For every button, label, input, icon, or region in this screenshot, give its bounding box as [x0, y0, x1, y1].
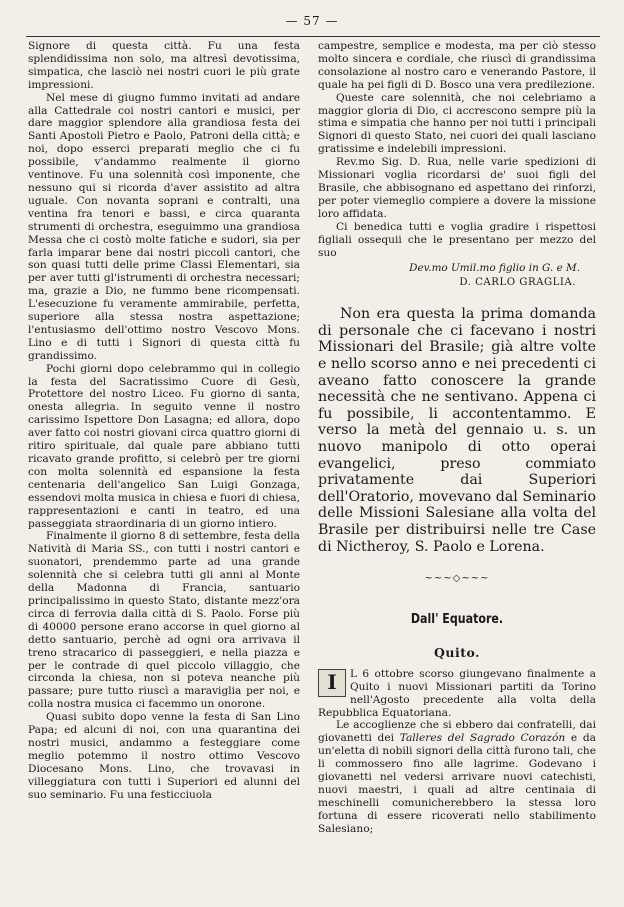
quito-article — [318, 668, 596, 836]
paragraph — [318, 719, 596, 835]
paragraph: Pochi giorni dopo celebrammo qui in collegio la festa del Sacratissimo Cuore di Gesù, Protettore del nostro Liceo. Fu giorno di santa, onesta allegria. In seguito venne il nostro carissimo Ispettore Don Lasagna; ed allora, dopo aver fatto coi nostri giovani circa quattro giorni di ritiro spirituale, dal quale pare abbiano tutti ricavato grande profitto, si celebrò per tre giorni con molta solennità ed espansione la festa centenaria dell'angelico San Luigi Gonzaga, essendovi molta musica in chiesa e fuori di chiesa, rappresentazioni e canti in teatro, ed una passeggiata straordinaria di un giorno intiero. — [28, 362, 300, 530]
notice-block — [318, 306, 596, 555]
signature-name: D. CARLO GRAGLIA. — [459, 277, 576, 289]
subsection-title: Quito. — [434, 644, 480, 660]
paragraph: Nel mese di giugno fummo invitati ad andare alla Cattedrale coi nostri cantori e musici, per dare maggior splendore alla grandiosa festa dei Santi Apostoli Pietro e Paolo, Patroni della città; e noi, dopo esserci preparati meglio che ci fu possibile, v'andammo realmente il giorno ventinove. Fu una solennità così imponente, che nessuno qui si ricorda d'aver assistito ad altra uguale. Con novanta soprani e contralti, una ventina fra tenori e bassi, e circa quaranta strumenti di orchestra, eseguimmo una grandiosa Messa che ci costò molte fatiche e sudori, sia per farla imparar bene dai nostri piccoli cantori, che son quasi tutti delle prime Classi Elementari, sia per aver tutti gl'istrumenti di orchestra necessari; ma, grazie a Dio, ne fummo bene ricompensati. L'esecuzione fu veramente ammirabile, perfetta, superiore alla stessa nostra aspettazione; l'entusiasmo dell'ottimo nostro Vescovo Mons. Lino e di tutti i Signori di questa città fu grandissimo. — [28, 91, 300, 362]
paragraph: Quasi subito dopo venne la festa di San Lino Papa; ed alcuni di noi, con una quarantina dei nostri musici, andammo a festeggiare come meglio potemmo il nostro ottimo Vescovo Diocesano Mons. Lino, che trovavasi in villeggiatura con tutti i Superiori ed alunni del suo seminario. Fu una festicciuola — [28, 711, 300, 801]
ornamental-divider: ~~~◇~~~ — [424, 573, 490, 585]
paragraph: Signore di questa città. Fu una festa splendidissima non solo, ma altresì devotissima, simpatica, che lasciò nei nostri cuori le più grate impressioni. — [28, 40, 300, 91]
paragraph — [318, 668, 596, 720]
paragraph: Finalmente il giorno 8 di settembre, festa della Natività di Maria SS., con tutti i nostri cantori e suonatori, prendemmo parte ad una grande solennità che si celebra tutti gli anni al Monte della Madonna di Francia, santuario principalissimo in questo Stato, distante mezz'ora circa di ferrovia dalla città di S. Paolo. Forse più di 40000 persone erano accorse in quel giorno al detto santuario, perchè ad ogni ora arrivava il treno stracarico di passeggieri, e nella piazza e per le contrade di quel piccolo villaggio, che circonda la chiesa, non si poteva neanche più passare; pure tutto riuscì a maraviglia per noi, e colla nostra musica ci facemmo un onorone. — [28, 530, 300, 711]
paragraph: Queste care solennità, che noi celebriamo a maggior gloria di Dio, ci accrescono sempre più la stima e simpatia che hanno per noi tutti i principali Signori di questo Stato, nei cuori dei quali lasciano gratissime e indelebili impressioni. — [318, 91, 596, 156]
paragraph-text: L 6 ottobre scorso giungevano finalmente a Quito i nuovi Missionari partiti da Torino nell'Agosto precedente alla volta della Repubblica Equatoriana. — [318, 667, 596, 719]
paragraph-text: Le accoglienze che si ebbero dai confratelli, dai giovanetti dei — [318, 719, 596, 745]
right-column — [318, 40, 596, 836]
section-title: Dall' Equatore. — [410, 612, 504, 628]
paragraph: Rev.mo Sig. D. Rua, nelle varie spedizioni di Missionari voglia ricordarsi de' suoi figli del Brasile, che abbisognano ed aspettano dei rinforzi, per poter viemeglio compiere a dovere la missione loro affidata. — [318, 156, 596, 220]
paragraph-text: e da un'eletta di nobili signori della città furono tali, che li commossero fino alle lagrime. Godevano i giovanetti nel vedersi arrivare nuovi catechisti, nuovi maestri, i quali ad altre centinaia di meschinelli comunicherebbero la stessa loro fortuna di essere ricoverati nello stabilimento Salesiano; — [318, 732, 596, 835]
notice-text: Non era questa la prima domanda di personale che ci facevano i nostri Missionari del Brasile; già altre volte e nello scorso anno e nei precedenti ci aveano fatto conoscere la grande necessità che ne sentivano. Appena ci fu possibile, li accontentammo. E verso la metà del gennaio u. s. un nuovo manipolo di otto operai evangelici, preso commiato privatamente dai Superiori dell'Oratorio, movevano dal Seminario delle Missioni Salesiane alla volta del Brasile per distribuirsi nelle tre Case di Nictheroy, S. Paolo e Lorena. — [318, 306, 596, 555]
signature-closing: Dev.mo Umil.mo figlio in G. e M. — [409, 262, 580, 275]
left-column — [28, 40, 300, 801]
italic-title: Talleres del Sagrado Corazón — [399, 732, 566, 745]
header-rule — [26, 36, 600, 37]
paragraph: Ci benedica tutti e voglia gradire i rispettosi figliali ossequii che le presentano per mezzo del suo — [318, 220, 596, 259]
dropcap: I — [318, 669, 346, 697]
page-number: — 57 — — [285, 14, 339, 28]
paragraph: campestre, semplice e modesta, ma per ciò stesso molto sincera e cordiale, che riuscì di grandissima consolazione al nostro caro e venerando Pastore, il quale ha pei figli di D. Bosco una vera predilezione. — [318, 40, 596, 91]
